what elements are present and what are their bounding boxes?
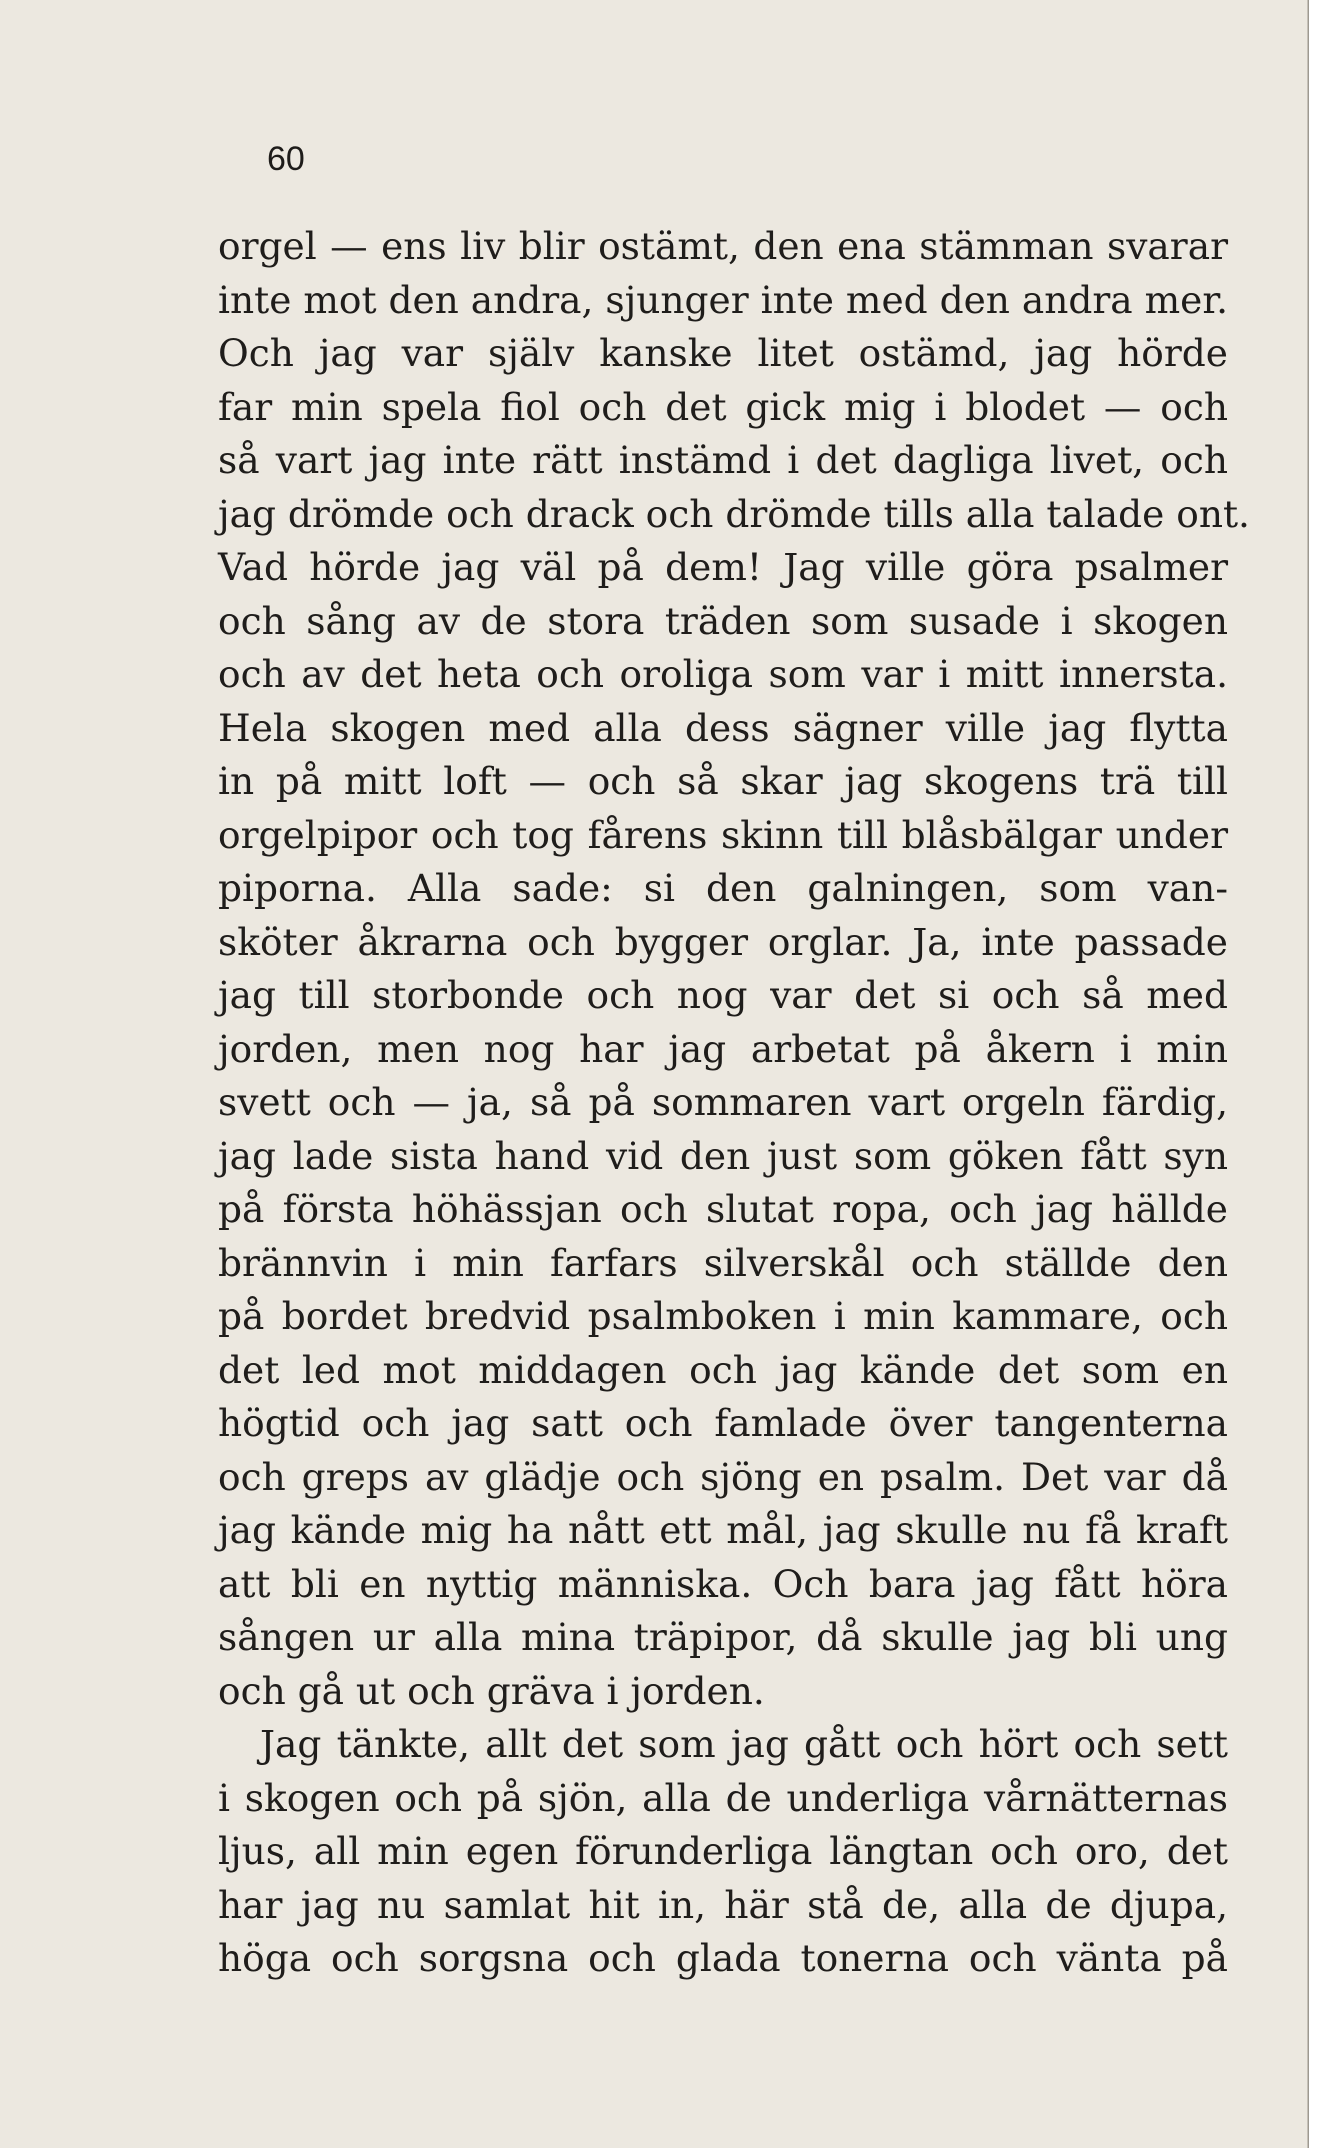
text-line: sköter åkrarna och bygger orglar. Ja, inte passade	[218, 919, 1228, 964]
text-line: sången ur alla mina träpipor, då skulle jag bli ung	[218, 1615, 1228, 1659]
text-line: jag lade sista hand vid den just som göken fått syn	[218, 1133, 1228, 1178]
text-line: in på mitt loft — och så skar jag skogens trä till	[218, 759, 1228, 803]
text-line: far min spela fiol och det gick mig i blodet — och	[218, 384, 1228, 429]
text-line: piporna. Alla sade: si den galningen, som van-	[218, 866, 1228, 910]
text-line: ljus, all min egen förunderliga längtan och oro, det	[218, 1829, 1228, 1873]
text-line-paragraph-start: Jag tänkte, allt det som jag gått och hört och sett	[260, 1722, 1228, 1766]
text-line: brännvin i min farfars silverskål och ställde den	[218, 1240, 1228, 1285]
text-line: det led mot middagen och jag kände det som en	[218, 1347, 1228, 1392]
text-line: orgel — ens liv blir ostämt, den ena stämman svarar	[218, 224, 1228, 268]
text-line: jag drömde och drack och drömde tills alla talade ont.	[218, 491, 1250, 536]
text-line: har jag nu samlat hit in, här stå de, alla de djupa,	[218, 1882, 1228, 1927]
text-line: jag kände mig ha nått ett mål, jag skulle nu få kraft	[218, 1508, 1228, 1552]
text-line: svett och — ja, så på sommaren vart orgeln färdig,	[218, 1080, 1228, 1124]
text-line: Vad hörde jag väl på dem! Jag ville göra psalmer	[218, 545, 1228, 589]
text-line: jorden, men nog har jag arbetat på åkern i min	[218, 1026, 1228, 1071]
text-line: på första höhässjan och slutat ropa, och jag hällde	[218, 1187, 1228, 1231]
text-line: och av det heta och oroliga som var i mitt innersta.	[218, 652, 1228, 696]
text-line: och sång av de stora träden som susade i skogen	[218, 598, 1228, 643]
text-line: högtid och jag satt och famlade över tangenterna	[218, 1401, 1228, 1445]
body-text	[218, 220, 1250, 1986]
page-edge-shadow	[1307, 0, 1309, 2148]
text-line: att bli en nyttig människa. Och bara jag fått höra	[218, 1561, 1228, 1606]
text-line: inte mot den andra, sjunger inte med den andra mer.	[218, 277, 1229, 322]
page-number: 60	[267, 140, 305, 178]
text-line: Och jag var själv kanske litet ostämd, jag hörde	[218, 331, 1228, 375]
text-line: och greps av glädje och sjöng en psalm. Det var då	[218, 1454, 1228, 1499]
text-line: Hela skogen med alla dess sägner ville jag flytta	[218, 705, 1228, 750]
text-line: jag till storbonde och nog var det si och så med	[218, 973, 1228, 1017]
text-line: så vart jag inte rätt instämd i det dagliga livet, och	[218, 438, 1228, 482]
text-line: orgelpipor och tog fårens skinn till blåsbälgar under	[218, 812, 1228, 857]
text-line: höga och sorgsna och glada tonerna och vänta på	[218, 1936, 1228, 1980]
text-line: på bordet bredvid psalmboken i min kammare, och	[218, 1294, 1228, 1338]
text-line-paragraph-end: och gå ut och gräva i jorden.	[218, 1668, 765, 1713]
text-line: i skogen och på sjön, alla de underliga vårnätternas	[218, 1775, 1228, 1820]
